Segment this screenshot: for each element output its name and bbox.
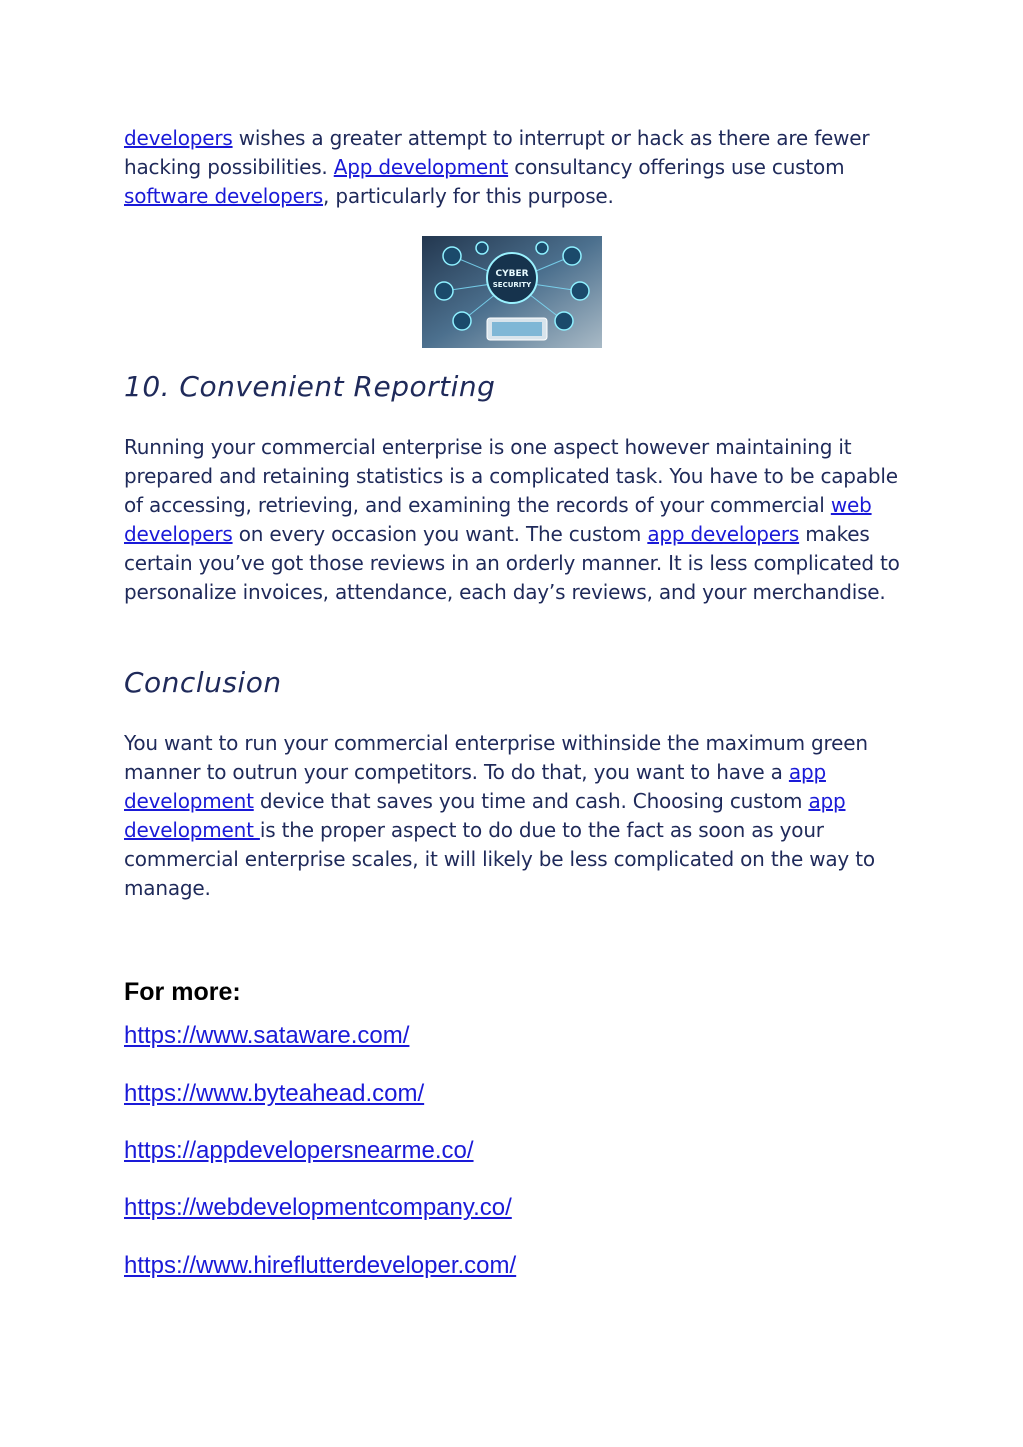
intro-text-2: consultancy offerings use custom — [508, 155, 845, 179]
developers-link[interactable]: developers — [124, 126, 233, 150]
conclusion-paragraph — [124, 729, 904, 903]
intro-paragraph — [124, 124, 904, 211]
section-heading-conclusion: Conclusion — [124, 666, 282, 699]
intro-text-3: , particularly for this purpose. — [323, 184, 614, 208]
image-label-line1: CYBER — [495, 269, 529, 279]
conclusion-text-2: device that saves you time and cash. Choosing custom — [253, 789, 809, 813]
intro-text-1: wishes a greater attempt to interrupt or hack as there are fewer hacking possibilities. — [124, 126, 870, 179]
url-link-hireflutterdeveloper[interactable]: https://www.hireflutterdeveloper.com/ — [124, 1252, 517, 1279]
for-more-label: For more: — [124, 978, 241, 1006]
image-label-line2: SECURITY — [492, 281, 532, 289]
app-development-link-1[interactable]: app development — [124, 760, 826, 813]
url-link-webdevelopmentcompany[interactable]: https://webdevelopmentcompany.co/ — [124, 1194, 512, 1221]
reporting-text-2: on every occasion you want. The custom — [232, 522, 648, 546]
app-development-link[interactable]: App development — [333, 155, 509, 179]
web-developers-link[interactable]: web developers — [124, 493, 872, 546]
app-development-link-2[interactable]: app development — [124, 789, 846, 842]
section-heading-convenient-reporting: 10. Convenient Reporting — [124, 370, 496, 403]
conclusion-text-1: You want to run your commercial enterprise withinside the maximum green manner to outrun your competitors. To do that, you want to have a — [124, 731, 868, 784]
cyber-security-illustration — [422, 236, 602, 348]
url-link-sataware[interactable]: https://www.sataware.com/ — [124, 1022, 410, 1049]
app-developers-link[interactable]: app developers — [647, 522, 800, 546]
reporting-paragraph — [124, 433, 904, 607]
conclusion-text-3: is the proper aspect to do due to the fact as soon as your commercial enterprise scales, it will likely be less complicated on the way to manage. — [124, 818, 875, 900]
url-link-appdevelopersnearme[interactable]: https://appdevelopersnearme.co/ — [124, 1137, 474, 1164]
reporting-text-3: makes certain you’ve got those reviews in an orderly manner. It is less complicated to personalize invoices, attendance, each day’s reviews, and your merchandise. — [124, 522, 900, 604]
cyber-security-image — [422, 236, 602, 348]
url-link-byteahead[interactable]: https://www.byteahead.com/ — [124, 1080, 425, 1107]
software-developers-link[interactable]: software developers — [124, 184, 324, 208]
reporting-text-1: Running your commercial enterprise is one aspect however maintaining it prepared and retaining statistics is a complicated task. You have to be capable of accessing, retrieving, and examining the records of your commercial — [124, 435, 898, 517]
